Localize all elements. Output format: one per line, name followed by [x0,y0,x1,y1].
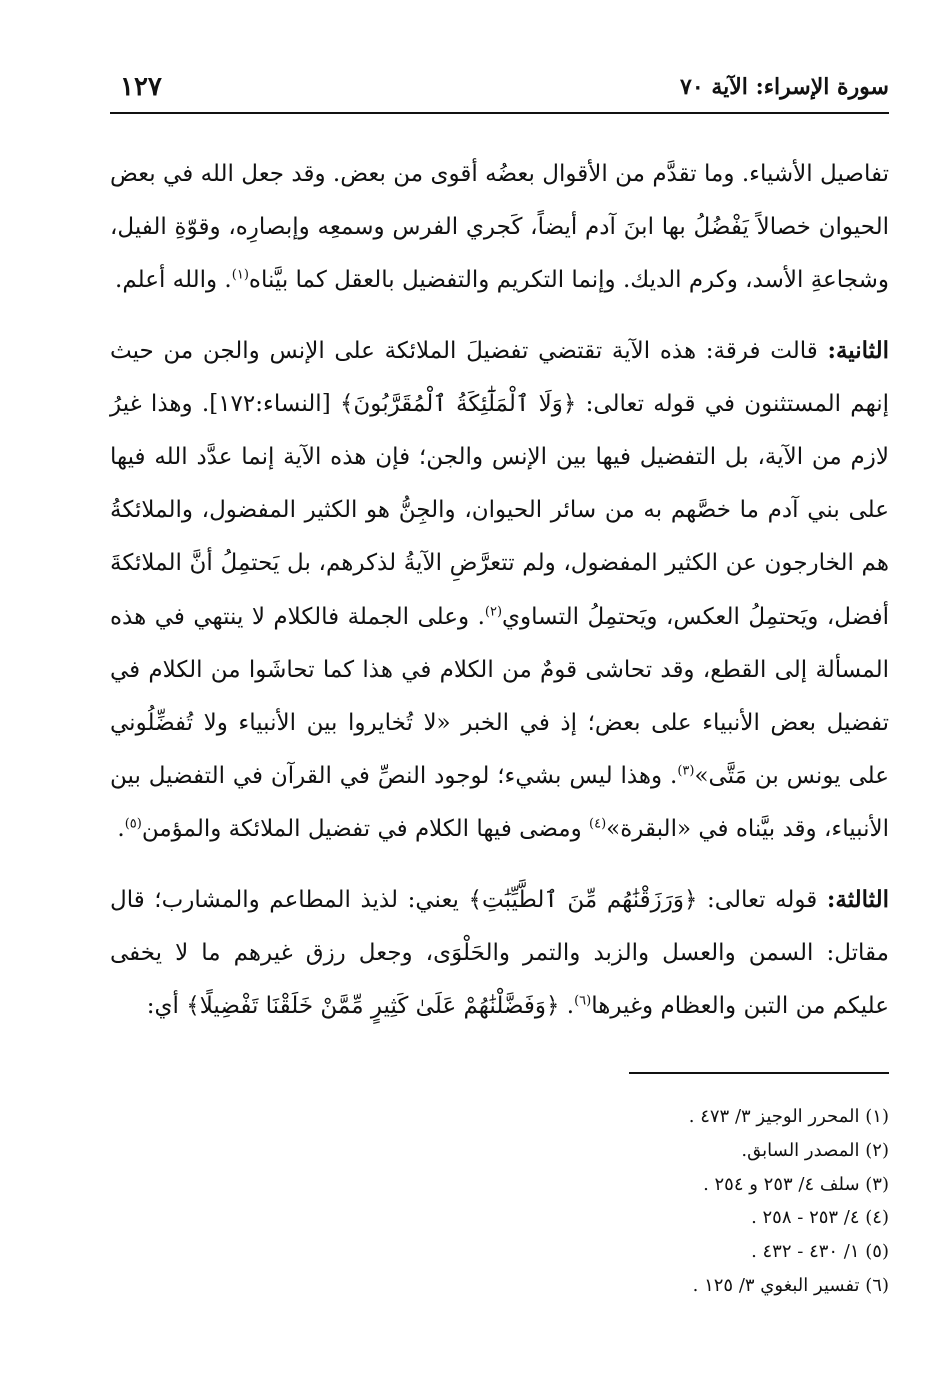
paragraph-2-part-b: . وعلى الجملة فالكلام لا ينتهي في هذه المسألة إلى القطع، وقد تحاشى قومٌ من الكلام في هذا كما تحاشَوا من الكلام في تفضيل بعض الأنبياء على بعض؛ إذ في الخبر «لا تُخايروا بين الأنبياء ولا تُفضِّلُوني على يونس بن مَتَّى» [110,603,889,790]
footnote-ref-1: (١) [231,267,249,283]
paragraph-2 [110,324,889,857]
paragraph-3-part-a: قوله تعالى: ﴿وَرَزَقْنَٰهُم مِّنَ ٱلطَّيِّبَٰتِ﴾ يعني: لذيذ المطاعم والمشارب؛ قال مقاتل: السمن والعسل والزبد والتمر والحَلْوَى، وجعل رزق غيرهم ما لا يخفى عليكم من التبن والعظام وغيرها [110,886,889,1020]
footnote-ref-3: (٣) [677,763,695,779]
paragraph-1-text: تفاصيل الأشياء. وما تقدَّم من الأقوال بعضُه أقوى من بعض. وقد جعل الله في بعض الحيوان خصالاً يَفْضُلُ بها ابنَ آدم أيضاً، كَجري الفرس وسمعِه وإبصارِه، وقوّةِ الفيل، وشجاعةِ الأسد، وكرم الديك. وإنما التكريم والتفضيل بالعقل كما بيَّناه [110,161,889,294]
paragraph-1-end: . والله أعلم. [115,267,232,294]
section-label-second: الثانية: [827,336,889,364]
footnotes-list [389,1100,889,1303]
header-divider [110,112,889,114]
footnote-ref-6: (٦) [574,993,592,1009]
running-header [110,72,889,106]
paragraph-3 [110,873,889,1034]
paragraph-3-part-b: . ﴿وَفَضَّلْنَٰهُمْ عَلَىٰ كَثِيرٍ مِّمَّنْ خَلَقْنَا تَفْضِيلًا﴾ أي: [146,993,575,1020]
paragraph-2-part-a: قالت فرقة: هذه الآية تقتضي تفضيلَ الملائكة على الإنس والجن من حيث إنهم المستثنون في قوله تعالى: ﴿وَلَا ٱلْمَلَٰٓئِكَةُ ٱلْمُقَرَّبُونَ﴾ [النساء:١٧٢]. وهذا غيرُ لازم من الآية، بل التفضيل فيها بين الإنس والجن؛ فإن هذه الآية إنما عدَّد الله فيها على بني آدم ما خصَّهم به من سائر الحيوان، والجِنُّ هو الكثير المفضول، والملائكةُ هم الخارجون عن الكثير المفضول، ولم تتعرَّضِ الآيةُ لذكرهم، بل يَحتمِلُ أنَّ الملائكةَ أفضل، ويَحتمِلُ العكس، ويَحتمِلُ التساوي [110,337,890,630]
running-title: سورة الإسراء: الآية ٧٠ [680,74,889,100]
paragraph-1 [110,148,889,308]
main-text [110,148,889,1033]
footnote-item: (١) المحرر الوجيز ٣/ ٤٧٣ . [688,1106,889,1127]
footnote-item: (٦) تفسير البغوي ٣/ ١٢٥ . [692,1274,889,1296]
footnote-item: (٣) سلف ٤/ ٢٥٣ و ٢٥٤ . [703,1173,889,1195]
page-number: ١٢٧ [120,72,162,102]
paragraph-2-part-d: ومضى فيها الكلام في تفضيل الملائكة والمؤمن [141,816,590,843]
footnote-divider [629,1072,889,1074]
footnote-ref-4: (٤) [589,816,607,832]
footnote-ref-5: (٥) [124,816,142,832]
footnote-ref-2: (٢) [484,603,503,619]
footnote-item: (٤) ٤/ ٢٥٣ - ٢٥٨ . [751,1207,889,1229]
section-label-third: الثالثة: [826,885,889,913]
footnote-item: (٥) ١/ ٤٣٠ - ٤٣٢ . [751,1241,889,1263]
paragraph-2-end: . [117,816,125,843]
footnote-item: (٢) المصدر السابق. [741,1139,889,1161]
paragraph-2-part-c: . وهذا ليس بشيء؛ لوجود النصِّ في القرآن في التفضيل بين الأنبياء، وقد بيَّناه في «البقرة» [110,763,889,843]
